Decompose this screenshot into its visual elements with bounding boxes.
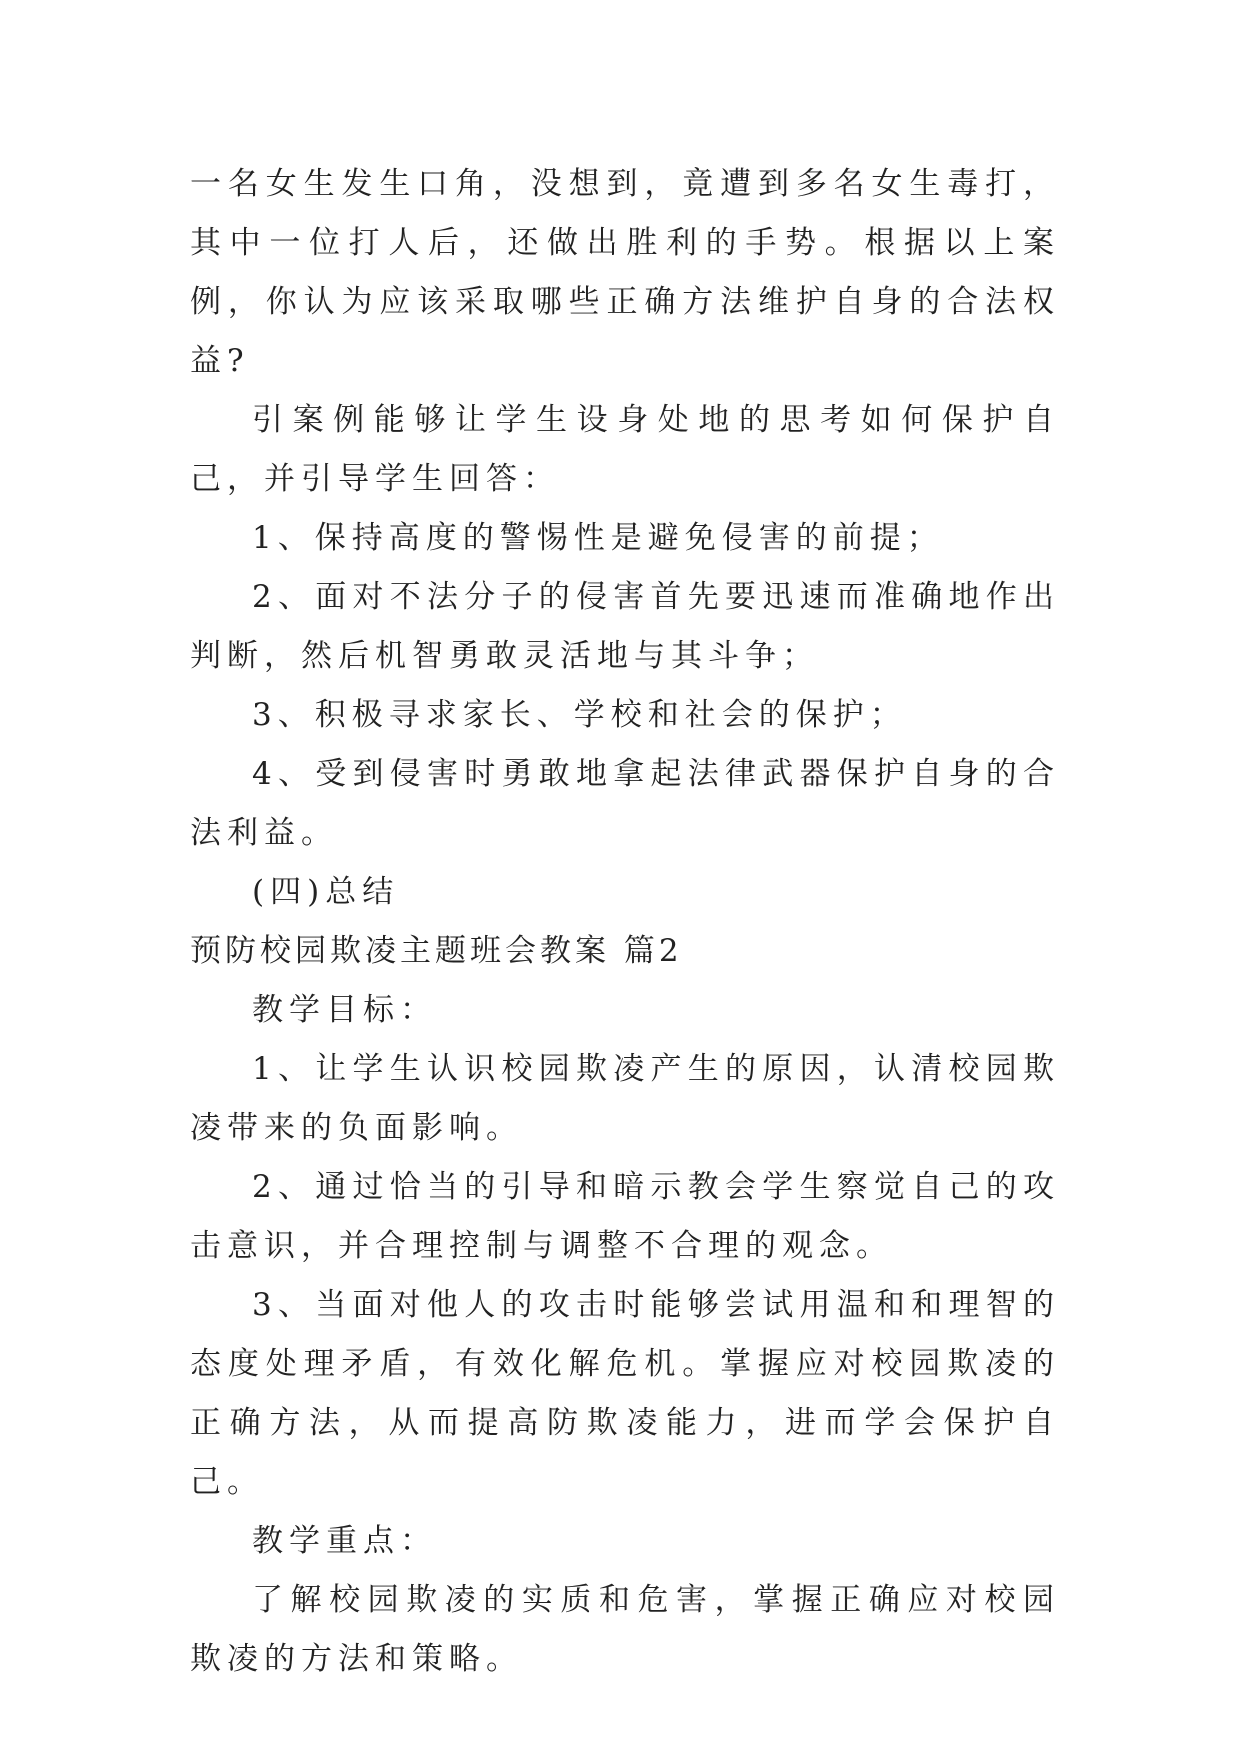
paragraph-guide-students: 引案例能够让学生设身处地的思考如何保护自己，并引导学生回答：: [190, 402, 1060, 497]
list-item-4: 4、受到侵害时勇敢地拿起法律武器保护自身的合法利益。: [190, 756, 1060, 851]
paragraph-case-continuation: 一名女生发生口角，没想到，竟遭到多名女生毒打，其中一位打人后，还做出胜利的手势。根据以上案例，你认为应该采取哪些正确方法维护自身的合法权益?: [190, 166, 1060, 379]
list-item-1: 1、保持高度的警惕性是避免侵害的前提；: [252, 520, 944, 556]
goal-item-2: 2、通过恰当的引导和暗示教会学生察觉自己的攻击意识，并合理控制与调整不合理的观念。: [190, 1169, 1060, 1264]
goal-item-3: 3、当面对他人的攻击时能够尝试用温和和理智的态度处理矛盾，有效化解危机。掌握应对校园欺凌的正确方法，从而提高防欺凌能力，进而学会保护自己。: [190, 1287, 1060, 1500]
goal-item-1: 1、让学生认识校园欺凌产生的原因，认清校园欺凌带来的负面影响。: [190, 1051, 1060, 1146]
list-item-2: 2、面对不法分子的侵害首先要迅速而准确地作出判断，然后机智勇敢灵活地与其斗争；: [190, 579, 1060, 674]
lesson-plan-title: 预防校园欺凌主题班会教案 篇2: [190, 933, 683, 969]
section-heading-summary: (四)总结: [252, 874, 400, 910]
paragraph-teaching-focus: 了解校园欺凌的实质和危害，掌握正确应对校园欺凌的方法和策略。: [190, 1582, 1060, 1677]
heading-teaching-goals: 教学目标：: [252, 992, 437, 1028]
list-item-3: 3、积极寻求家长、学校和社会的保护；: [252, 697, 907, 733]
document-body: [190, 155, 1060, 1689]
heading-teaching-focus: 教学重点：: [252, 1523, 437, 1559]
